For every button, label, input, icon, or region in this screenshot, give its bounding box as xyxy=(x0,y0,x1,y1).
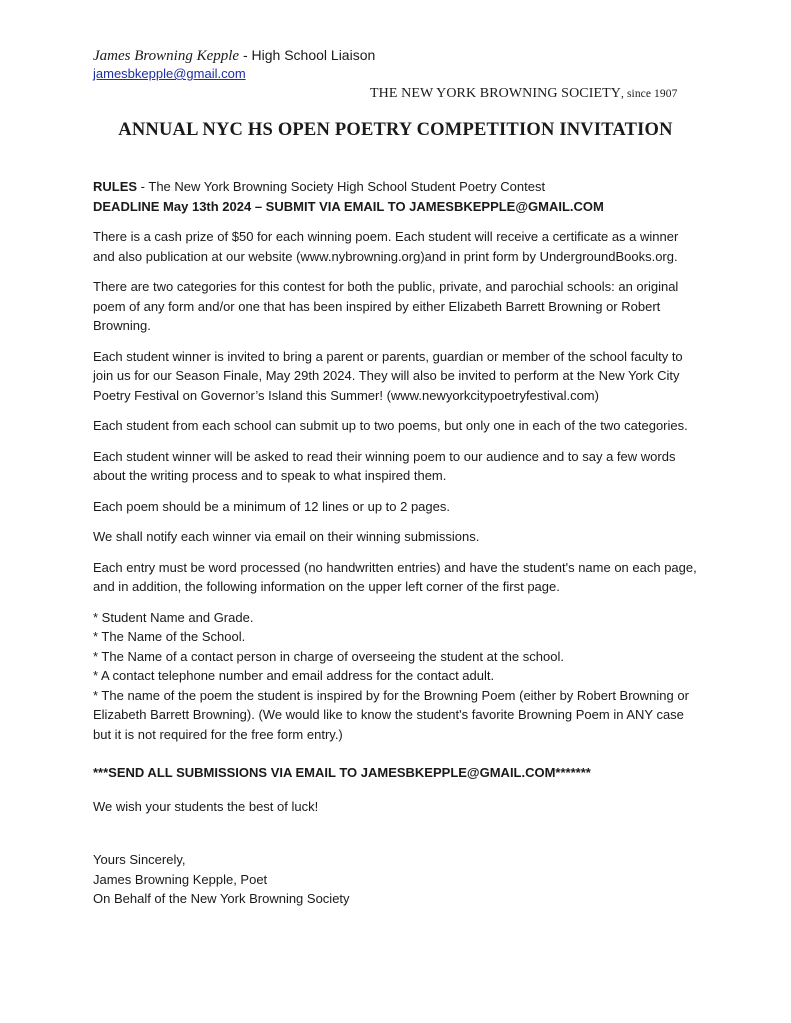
send-notice: ***SEND ALL SUBMISSIONS VIA EMAIL TO JAMESBKEPPLE@GMAIL.COM******* xyxy=(93,765,591,780)
line: There are two categories for this contest for both the public, private, and parochial schools: an original xyxy=(93,279,679,294)
paragraph-reading xyxy=(93,447,713,486)
signature-on-behalf: On Behalf of the New York Browning Society xyxy=(93,891,350,906)
paragraph-length xyxy=(93,497,713,517)
requirement-item: * Student Name and Grade. xyxy=(93,609,254,625)
line: join us for our Season Finale, May 29th 2024. They will also be invited to perform at the New York City xyxy=(93,368,680,383)
requirement-item: * A contact telephone number and email address for the contact adult. xyxy=(93,668,495,683)
paragraph-format xyxy=(93,558,713,597)
page-title: ANNUAL NYC HS OPEN POETRY COMPETITION INVITATION xyxy=(118,120,673,140)
paragraph-submit-limit xyxy=(93,416,713,436)
requirement-item: * The Name of a contact person in charge of overseeing the student at the school. xyxy=(93,648,564,664)
line: Each student winner is invited to bring a parent or parents, guardian or member of the school faculty to xyxy=(93,348,683,364)
line: There is a cash prize of $50 for each winning poem. Each student will receive a certificate as a winner xyxy=(93,229,679,244)
author-name: James Browning Kepple xyxy=(93,48,240,64)
requirement-item: * The Name of the School. xyxy=(93,629,246,644)
paragraph-categories xyxy=(93,277,713,336)
requirement-item-continued: but it is not required for the free form entry.) xyxy=(93,726,343,742)
requirement-item: * The name of the poem the student is inspired by for the Browning Poem (either by Robert Browning or xyxy=(93,687,689,703)
signature-block xyxy=(93,850,713,909)
line: poem of any form and/or one that has been inspired by either Elizabeth Barrett Browning or Robert xyxy=(93,298,661,314)
rules-line xyxy=(93,177,713,197)
line: and also publication at our website (www.nybrowning.org)and in print form by UndergroundBooks.org. xyxy=(93,248,678,264)
signature-salutation: Yours Sincerely, xyxy=(93,852,186,867)
line: Poetry Festival on Governor’s Island this Summer! (www.newyorkcitypoetryfestival.com) xyxy=(93,387,599,403)
line: Each student from each school can submit up to two poems, but only one in each of the two categories. xyxy=(93,418,688,433)
header-email-link[interactable]: jamesbkepple@gmail.com xyxy=(93,66,246,81)
deadline-line: DEADLINE May 13th 2024 – SUBMIT VIA EMAIL TO JAMESBKEPPLE@GMAIL.COM xyxy=(93,198,604,214)
requirement-item-continued: Elizabeth Barrett Browning). (We would like to know the student's favorite Browning Poem in ANY case xyxy=(93,707,684,722)
signature-name: James Browning Kepple, Poet xyxy=(93,871,268,887)
line: about the writing process and to speak to what inspired them. xyxy=(93,468,447,483)
author-role: - High School Liaison xyxy=(239,47,376,63)
line: Browning. xyxy=(93,318,151,333)
requirements-list xyxy=(93,608,713,745)
paragraph-invite xyxy=(93,347,713,406)
closing-wish: We wish your students the best of luck! xyxy=(93,798,319,814)
header-author xyxy=(93,47,375,65)
rules-text: - The New York Browning Society High School Student Poetry Contest xyxy=(137,179,546,194)
paragraph-notify xyxy=(93,527,713,547)
society-name xyxy=(370,86,677,102)
paragraph-prize xyxy=(93,227,713,266)
line: We shall notify each winner via email on their winning submissions. xyxy=(93,529,480,544)
line: Each student winner will be asked to read their winning poem to our audience and to say a few words xyxy=(93,448,676,464)
society-since: , since 1907 xyxy=(621,88,678,100)
rules-label: RULES xyxy=(93,179,138,194)
line: Each poem should be a minimum of 12 lines or up to 2 pages. xyxy=(93,498,450,514)
line: Each entry must be word processed (no handwritten entries) and have the student's name on each page, xyxy=(93,559,697,575)
document-body xyxy=(93,177,713,909)
line: and in addition, the following information on the upper left corner of the first page. xyxy=(93,579,560,594)
society-title: THE NEW YORK BROWNING SOCIETY xyxy=(370,86,621,101)
